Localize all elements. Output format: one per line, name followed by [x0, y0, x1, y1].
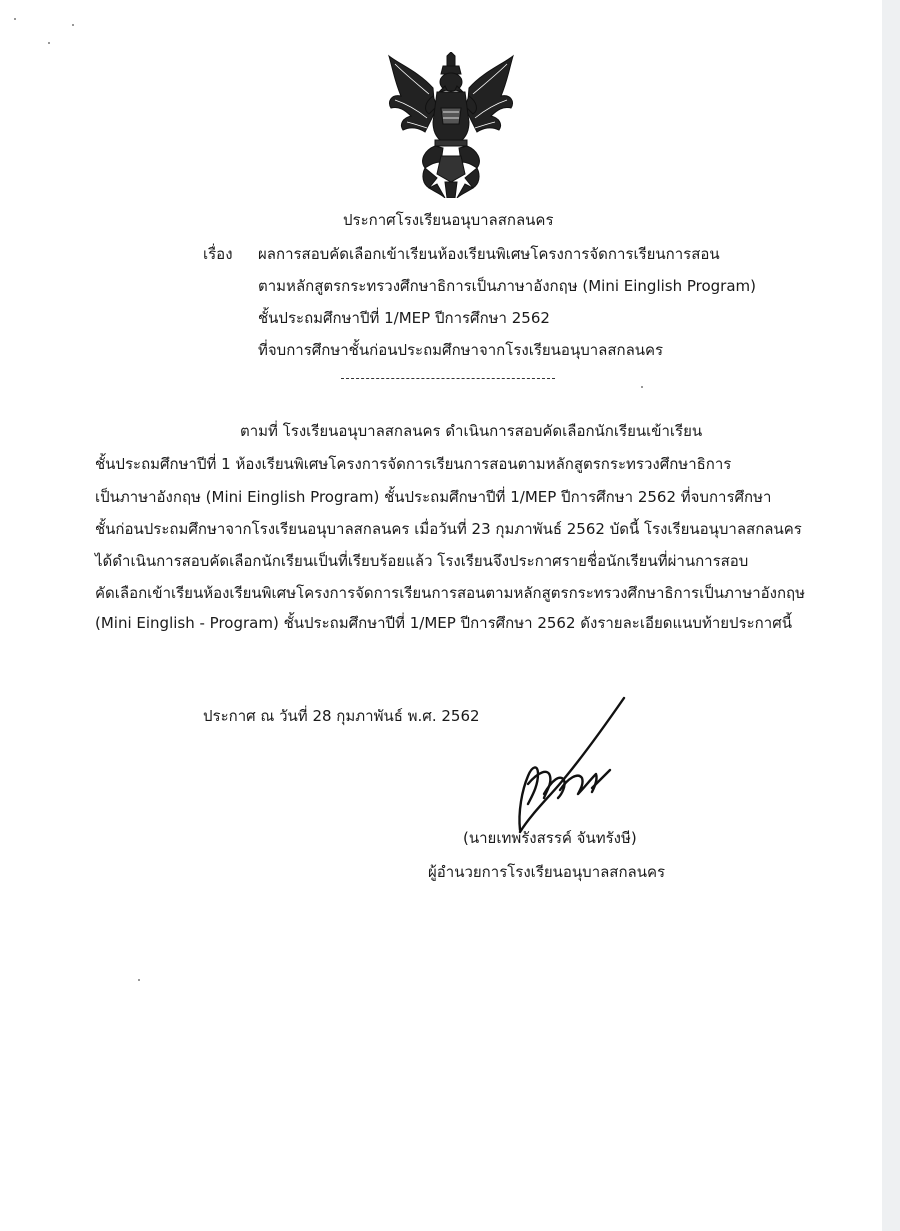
- signer-name: (นายเทพรังสรรค์ จันทรังษี): [463, 829, 637, 847]
- body-line: (Mini Einglish - Program) ชั้นประถมศึกษาปีที่ 1/MEP ปีการศึกษา 2562 ดังรายละเอียดแนบท้ายประกาศนี้: [95, 614, 792, 632]
- signer-title: ผู้อำนวยการโรงเรียนอนุบาลสกลนคร: [428, 863, 666, 881]
- announcement-date: ประกาศ ณ วันที่ 28 กุมภาพันธ์ พ.ศ. 2562: [203, 707, 480, 725]
- section-divider: [341, 378, 555, 379]
- subject-line: ชั้นประถมศึกษาปีที่ 1/MEP ปีการศึกษา 2562: [258, 309, 550, 327]
- scan-speck: [641, 386, 643, 388]
- scan-edge: [882, 0, 900, 1231]
- body-line: คัดเลือกเข้าเรียนห้องเรียนพิเศษโครงการจัดการเรียนการสอนตามหลักสูตรกระทรวงศึกษาธิการเป็นภาษาอังกฤษ: [95, 584, 806, 602]
- subject-line: ตามหลักสูตรกระทรวงศึกษาธิการเป็นภาษาอังกฤษ (Mini Einglish Program): [258, 277, 757, 295]
- subject-line: ที่จบการศึกษาชั้นก่อนประถมศึกษาจากโรงเรียนอนุบาลสกลนคร: [258, 341, 664, 359]
- scan-speck: [14, 18, 16, 20]
- scan-speck: [72, 24, 74, 26]
- body-line: ชั้นประถมศึกษาปีที่ 1 ห้องเรียนพิเศษโครงการจัดการเรียนการสอนตามหลักสูตรกระทรวงศึกษาธิการ: [95, 455, 732, 473]
- garuda-emblem-icon: [385, 52, 517, 198]
- document-title: ประกาศโรงเรียนอนุบาลสกลนคร: [343, 211, 554, 229]
- subject-line: ผลการสอบคัดเลือกเข้าเรียนห้องเรียนพิเศษโครงการจัดการเรียนการสอน: [258, 245, 720, 263]
- subject-label: เรื่อง: [203, 245, 233, 263]
- body-line: ตามที่ โรงเรียนอนุบาลสกลนคร ดำเนินการสอบคัดเลือกนักเรียนเข้าเรียน: [240, 422, 703, 440]
- scan-speck: [138, 979, 140, 981]
- handwritten-signature-icon: [498, 694, 630, 834]
- body-line: ชั้นก่อนประถมศึกษาจากโรงเรียนอนุบาลสกลนคร เมื่อวันที่ 23 กุมภาพันธ์ 2562 บัดนี้ โรงเรียนอนุบาลสกลนคร: [95, 520, 802, 538]
- body-line: เป็นภาษาอังกฤษ (Mini Einglish Program) ชั้นประถมศึกษาปีที่ 1/MEP ปีการศึกษา 2562 ที่จบการศึกษา: [95, 488, 772, 506]
- scan-speck: [48, 42, 50, 44]
- body-line: ได้ดำเนินการสอบคัดเลือกนักเรียนเป็นที่เรียบร้อยแล้ว โรงเรียนจึงประกาศรายชื่อนักเรียนที่ผ่านการสอบ: [95, 552, 749, 570]
